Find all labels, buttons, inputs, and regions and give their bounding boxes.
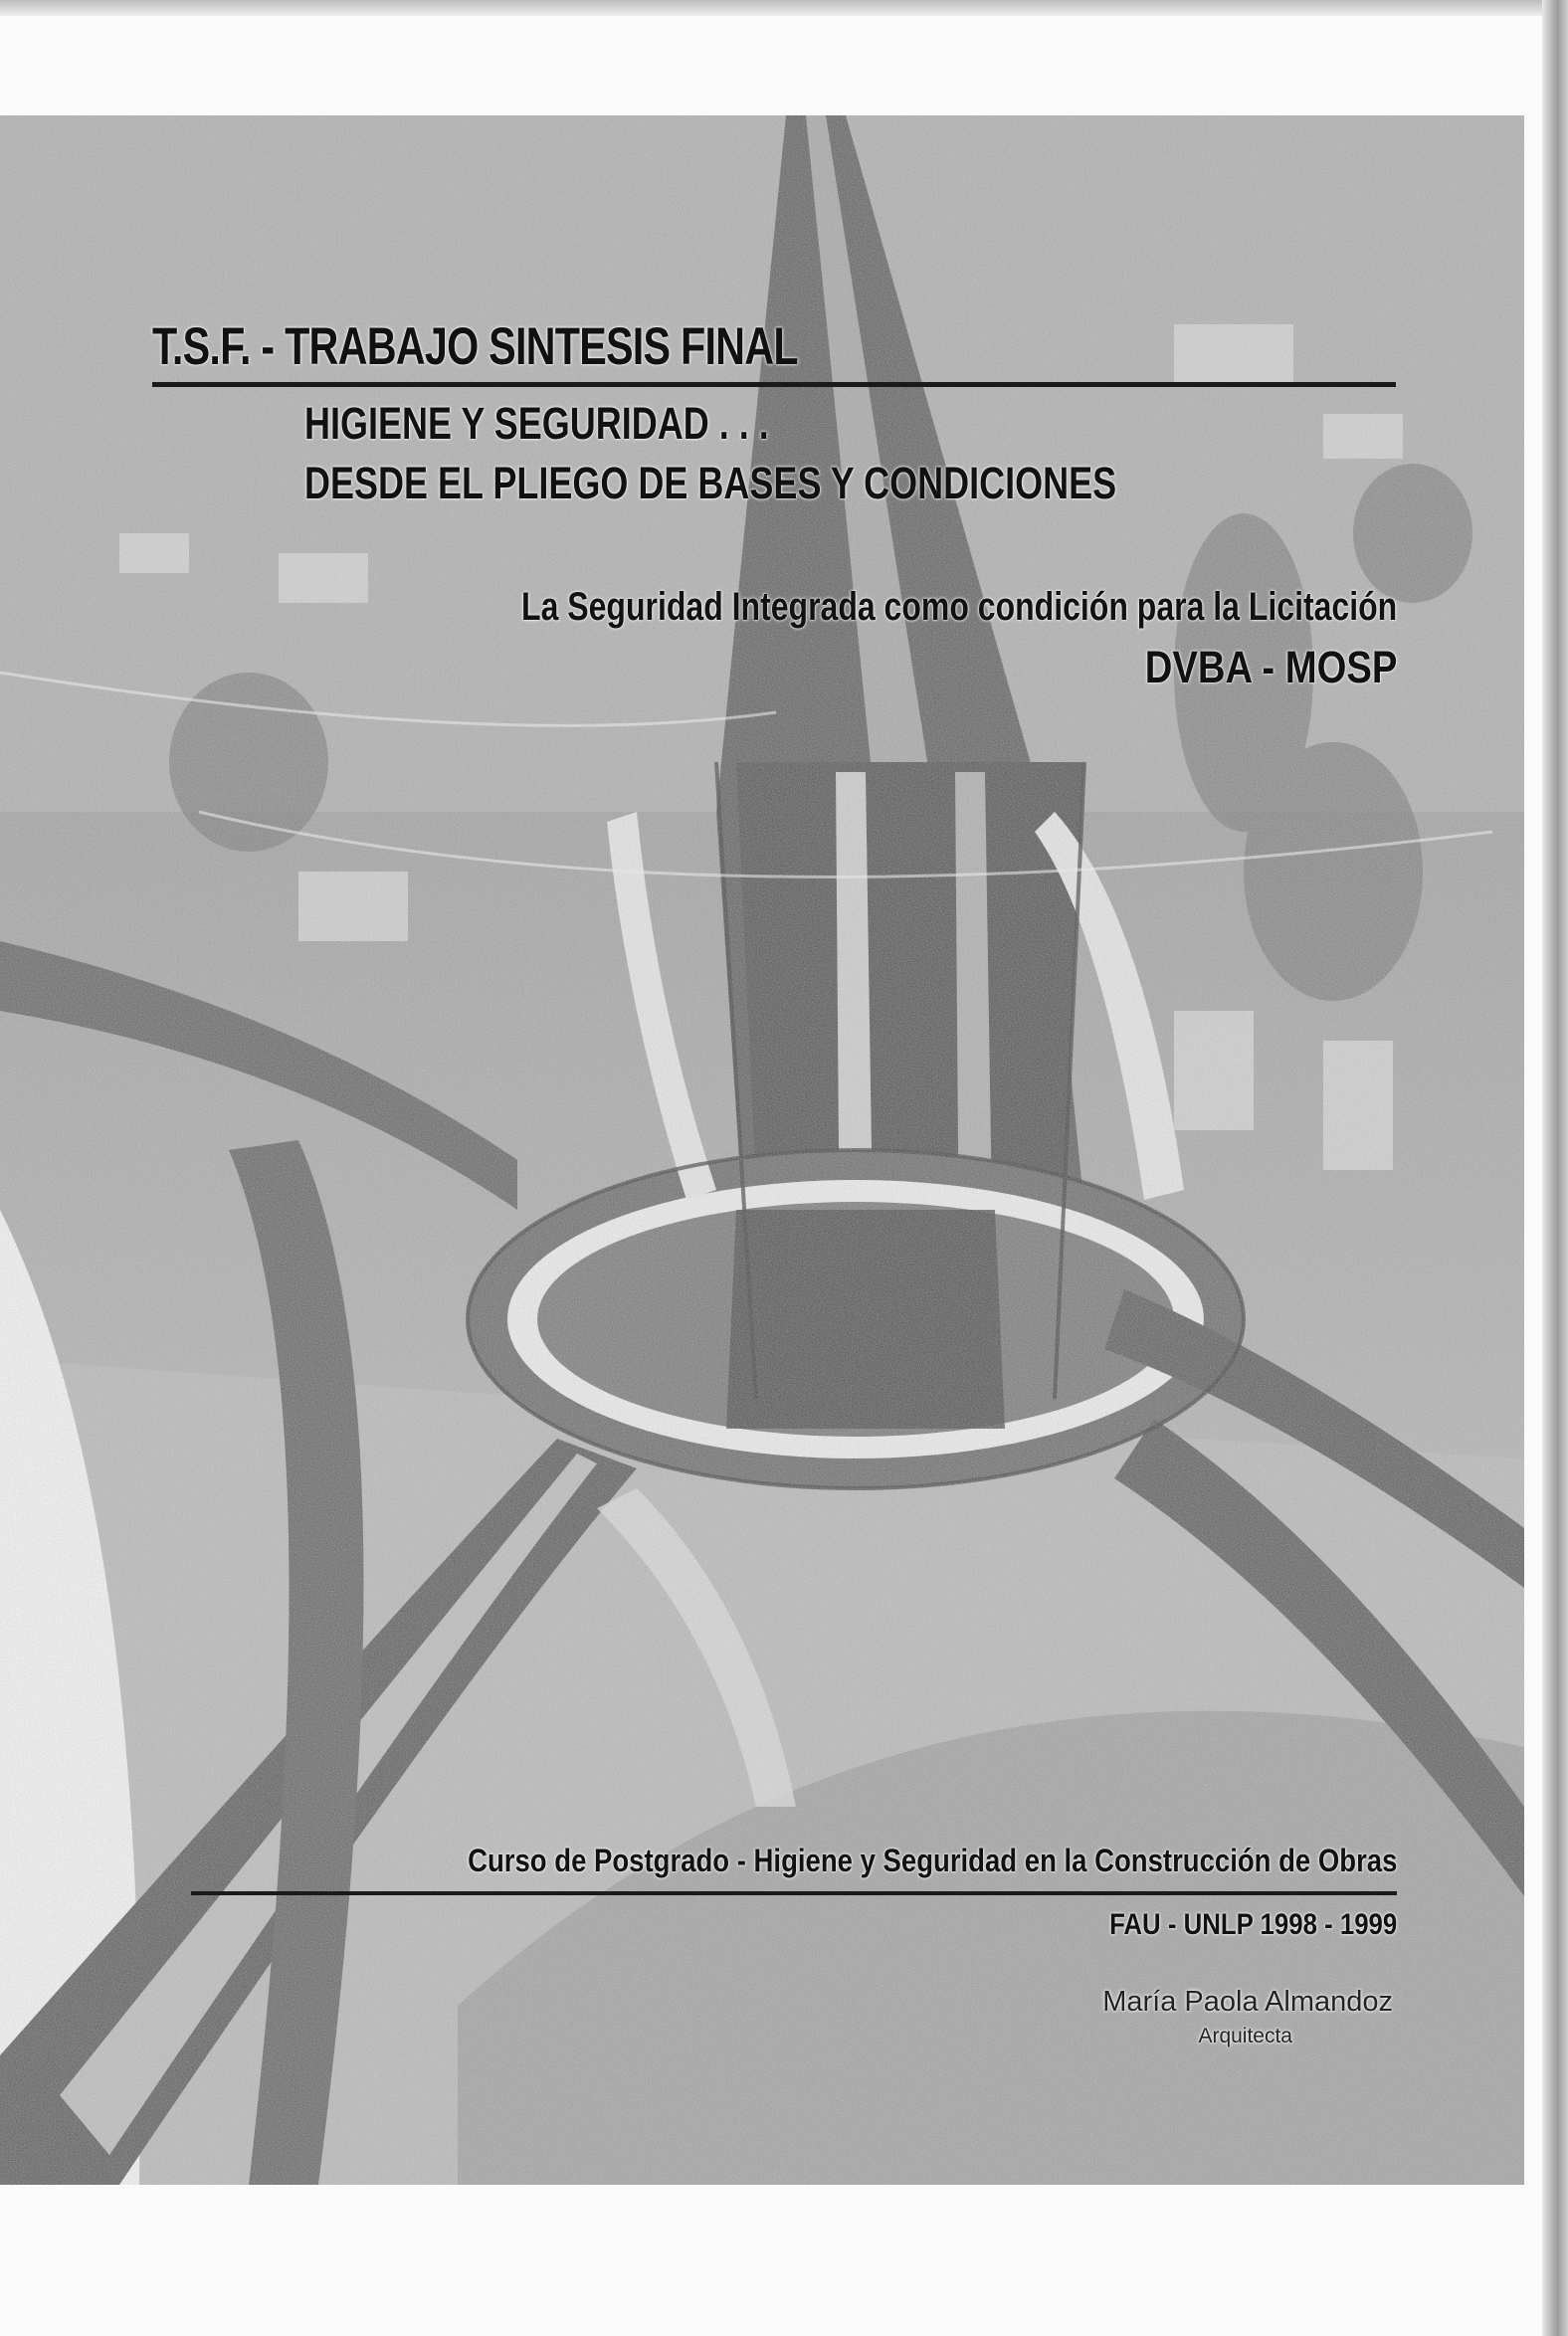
cover-title: T.S.F. - TRABAJO SINTESIS FINAL [152,317,798,376]
institution-years: FAU - UNLP 1998 - 1999 [1108,1908,1397,1941]
course-rule [191,1891,1397,1895]
cover-tagline: La Seguridad Integrada como condición para la Licitación [520,585,1397,629]
title-rule [152,382,1396,387]
author-role: Arquitecta [1198,2025,1292,2047]
cover-subtitle-line-2: DESDE EL PLIEGO DE BASES Y CONDICIONES [304,458,1117,508]
cover-subtitle-line-1: HIGIENE Y SEGURIDAD . . . [304,398,769,449]
course-name: Curso de Postgrado - Higiene y Seguridad en la Construcción de Obras [467,1843,1397,1878]
author-name: María Paola Almandoz [1102,1986,1393,2018]
cover-agency: DVBA - MOSP [1144,642,1397,692]
